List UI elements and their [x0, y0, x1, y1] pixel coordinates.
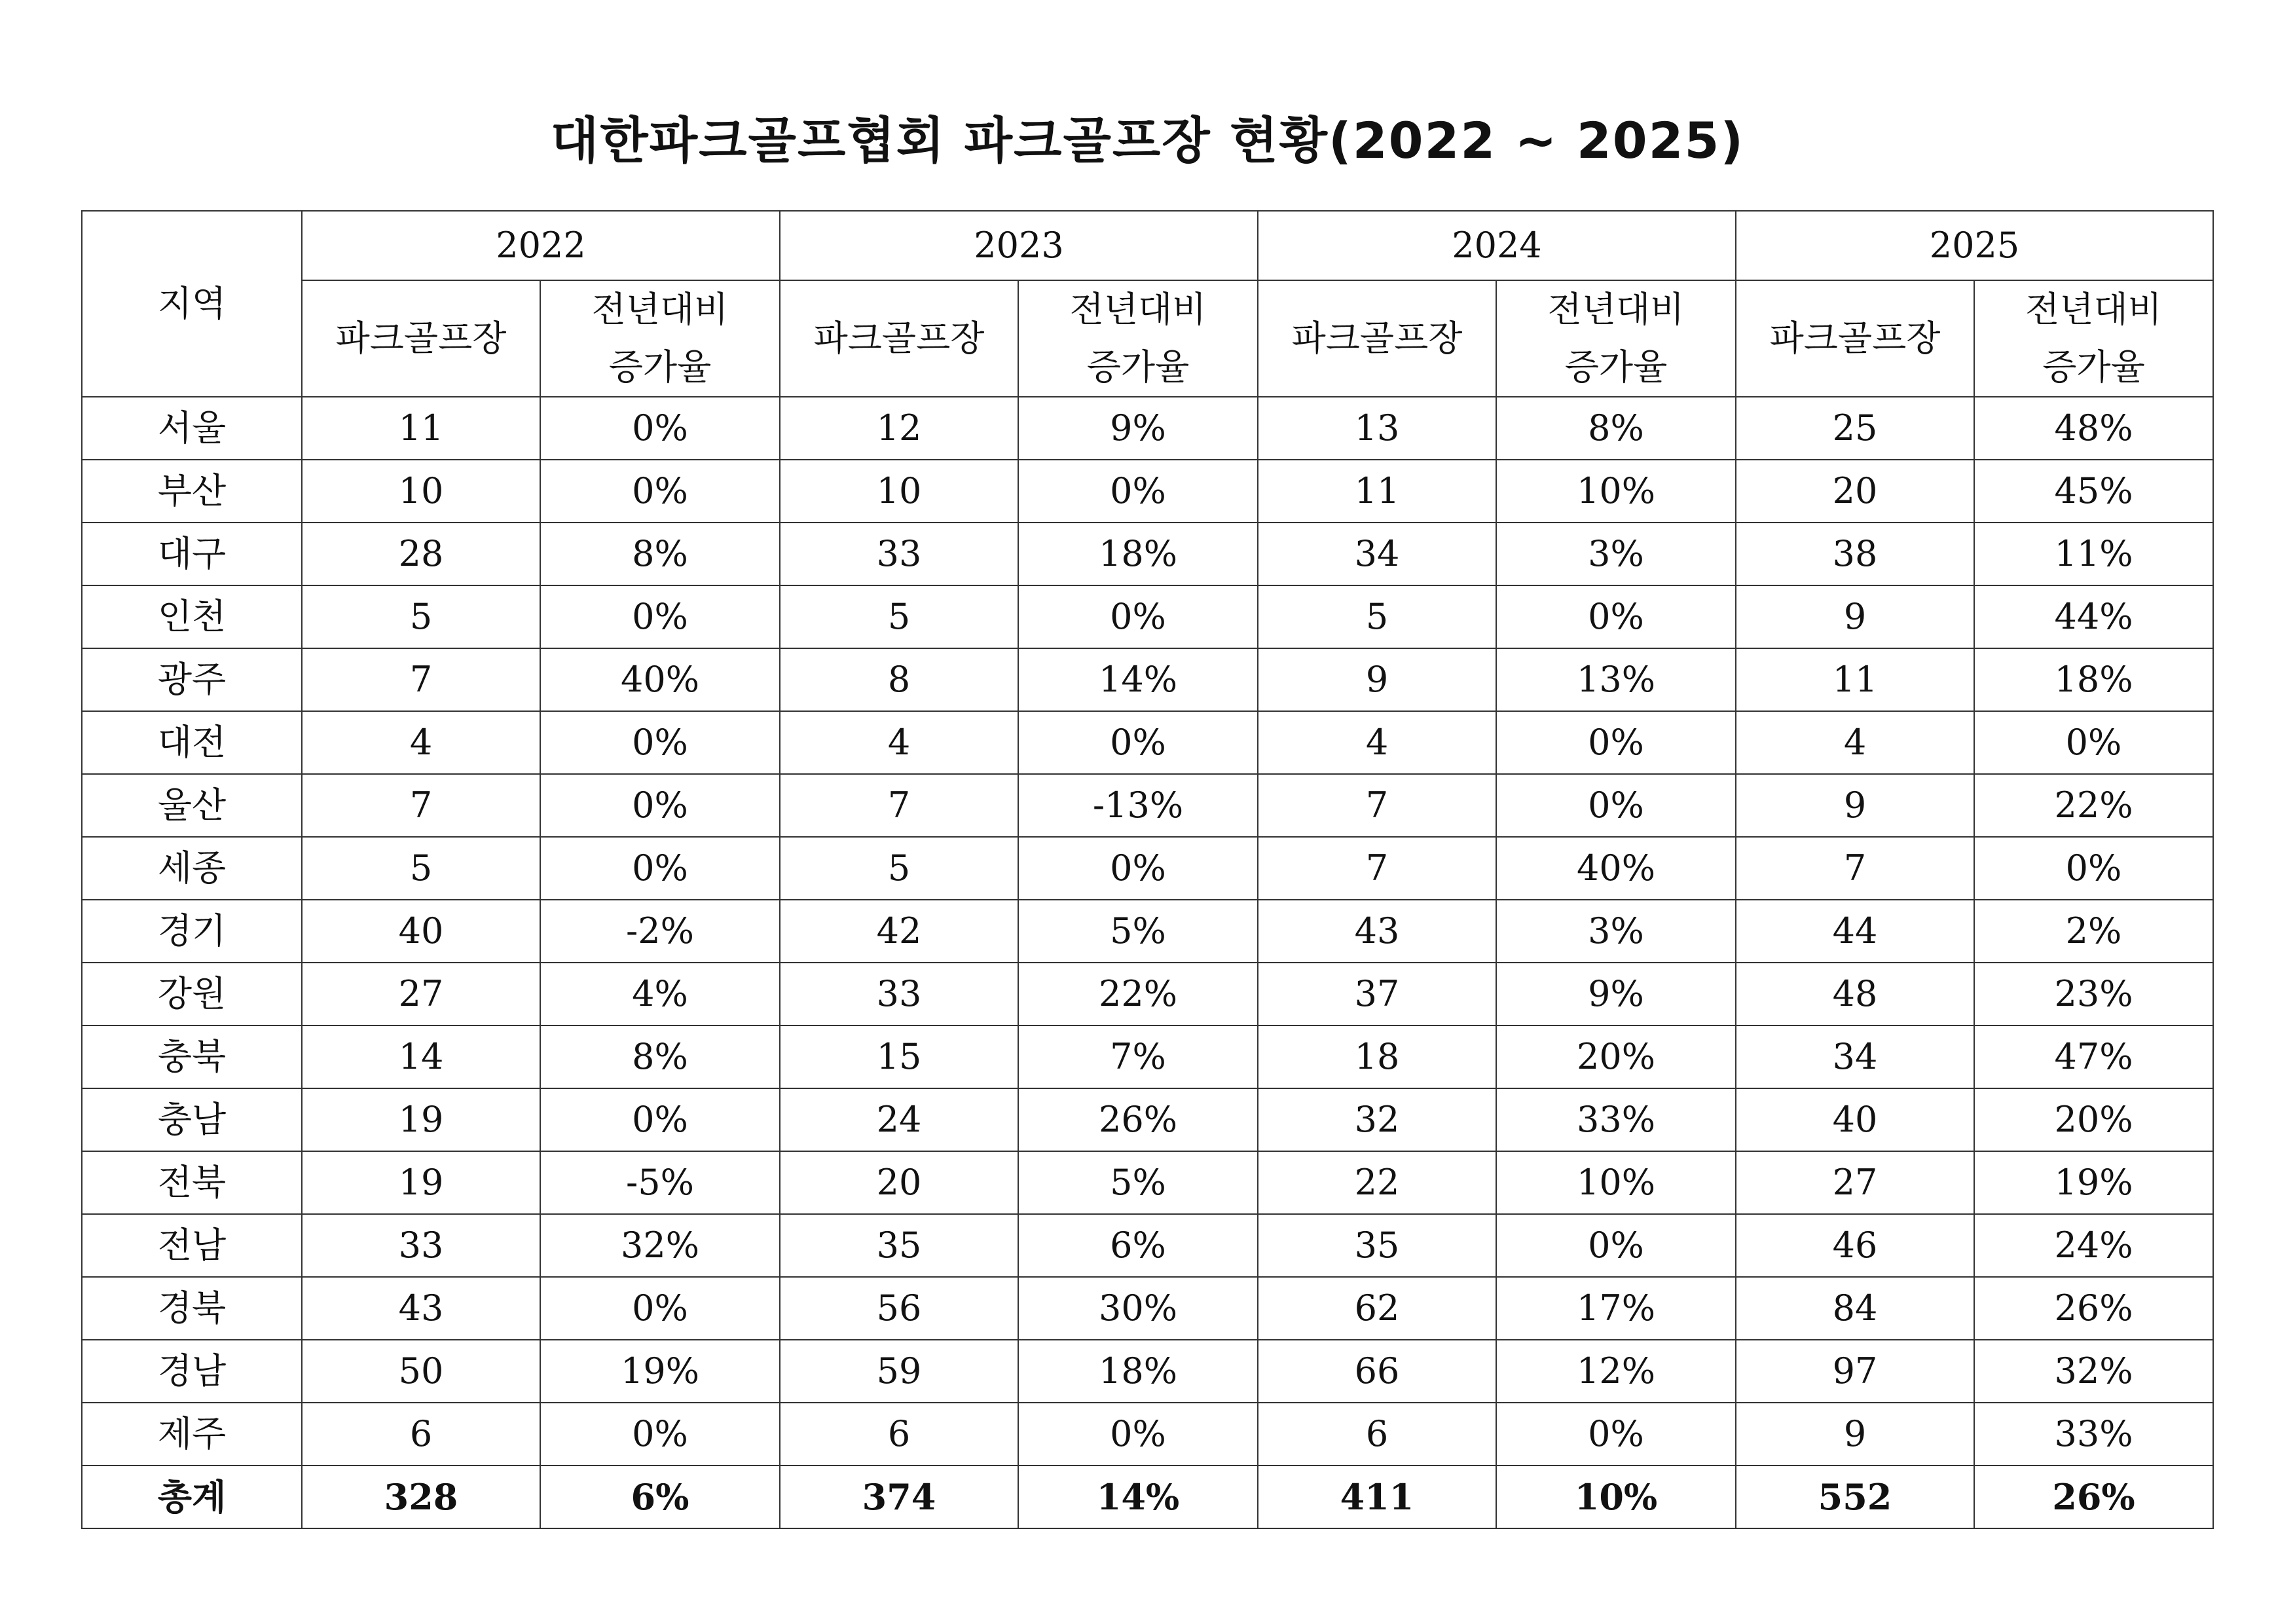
rate-cell: 0% — [540, 585, 780, 648]
count-cell: 9 — [1736, 585, 1974, 648]
count-cell: 7 — [1258, 837, 1496, 900]
count-cell: 6 — [1258, 1403, 1496, 1466]
rate-cell: 47% — [1974, 1025, 2213, 1088]
count-cell: 6 — [780, 1403, 1018, 1466]
rate-cell: 11% — [1974, 523, 2213, 585]
count-cell: 9 — [1736, 774, 1974, 837]
count-cell: 11 — [1258, 460, 1496, 523]
rate-cell: 33% — [1496, 1088, 1736, 1151]
region-cell: 대전 — [82, 711, 302, 774]
count-header: 파크골프장 — [302, 280, 540, 397]
rate-cell: 30% — [1018, 1277, 1258, 1340]
region-cell: 전남 — [82, 1214, 302, 1277]
count-cell: 27 — [302, 963, 540, 1025]
year-header-2024: 2024 — [1258, 211, 1736, 280]
rate-cell: 20% — [1496, 1025, 1736, 1088]
region-cell: 총계 — [82, 1466, 302, 1528]
count-cell: 7 — [1258, 774, 1496, 837]
count-cell: 97 — [1736, 1340, 1974, 1403]
count-cell: 11 — [1736, 648, 1974, 711]
rate-cell: 8% — [1496, 397, 1736, 460]
count-cell: 7 — [780, 774, 1018, 837]
rate-cell: 32% — [1974, 1340, 2213, 1403]
rate-cell: -13% — [1018, 774, 1258, 837]
rate-cell: 20% — [1974, 1088, 2213, 1151]
rate-cell: 0% — [540, 397, 780, 460]
rate-header — [1496, 280, 1736, 397]
region-cell: 충북 — [82, 1025, 302, 1088]
count-header: 파크골프장 — [1736, 280, 1974, 397]
count-cell: 19 — [302, 1151, 540, 1214]
rate-cell: 0% — [540, 774, 780, 837]
region-cell: 강원 — [82, 963, 302, 1025]
rate-cell: 18% — [1018, 1340, 1258, 1403]
rate-cell: 5% — [1018, 1151, 1258, 1214]
count-cell: 10 — [780, 460, 1018, 523]
count-cell: 9 — [1258, 648, 1496, 711]
region-header: 지역 — [82, 211, 302, 397]
table-row — [82, 1340, 2213, 1403]
count-cell: 4 — [1258, 711, 1496, 774]
table-row — [82, 1214, 2213, 1277]
park-golf-table — [81, 210, 2214, 1529]
count-cell: 411 — [1258, 1466, 1496, 1528]
rate-cell: 8% — [540, 523, 780, 585]
count-cell: 35 — [1258, 1214, 1496, 1277]
count-cell: 37 — [1258, 963, 1496, 1025]
rate-cell: 0% — [1018, 585, 1258, 648]
rate-cell: 10% — [1496, 460, 1736, 523]
rate-cell: 8% — [540, 1025, 780, 1088]
count-cell: 32 — [1258, 1088, 1496, 1151]
rate-cell: 0% — [1496, 1403, 1736, 1466]
table-row — [82, 523, 2213, 585]
rate-cell: 0% — [1018, 460, 1258, 523]
rate-cell: 7% — [1018, 1025, 1258, 1088]
count-cell: 5 — [302, 837, 540, 900]
count-cell: 43 — [302, 1277, 540, 1340]
rate-cell: 14% — [1018, 1466, 1258, 1528]
table-row — [82, 460, 2213, 523]
region-cell: 제주 — [82, 1403, 302, 1466]
table-row — [82, 774, 2213, 837]
rate-cell: 0% — [1974, 711, 2213, 774]
table-row — [82, 1025, 2213, 1088]
region-cell: 서울 — [82, 397, 302, 460]
count-cell: 5 — [1258, 585, 1496, 648]
rate-cell: 0% — [540, 1277, 780, 1340]
rate-cell: 44% — [1974, 585, 2213, 648]
count-cell: 50 — [302, 1340, 540, 1403]
rate-cell: 0% — [1496, 774, 1736, 837]
count-cell: 40 — [302, 900, 540, 963]
rate-cell: 0% — [540, 460, 780, 523]
rate-cell: 14% — [1018, 648, 1258, 711]
rate-header-line1: 전년대비 — [2025, 289, 2162, 330]
region-cell: 대구 — [82, 523, 302, 585]
count-cell: 19 — [302, 1088, 540, 1151]
rate-cell: 19% — [1974, 1151, 2213, 1214]
rate-cell: 0% — [1018, 1403, 1258, 1466]
rate-cell: 3% — [1496, 523, 1736, 585]
year-header-2022: 2022 — [302, 211, 780, 280]
rate-header-line1: 전년대비 — [1069, 289, 1207, 330]
count-cell: 5 — [780, 585, 1018, 648]
rate-cell: 18% — [1974, 648, 2213, 711]
table-row — [82, 837, 2213, 900]
rate-cell: 2% — [1974, 900, 2213, 963]
rate-cell: 0% — [540, 1403, 780, 1466]
rate-cell: 26% — [1974, 1277, 2213, 1340]
year-header-2025: 2025 — [1736, 211, 2213, 280]
rate-header-line2: 증가율 — [2042, 346, 2145, 388]
count-cell: 40 — [1736, 1088, 1974, 1151]
rate-cell: 12% — [1496, 1340, 1736, 1403]
rate-cell: 0% — [1496, 711, 1736, 774]
page-title: 대한파크골프협회 파크골프장 현황(2022 ~ 2025) — [550, 111, 1745, 170]
count-cell: 34 — [1736, 1025, 1974, 1088]
count-cell: 4 — [780, 711, 1018, 774]
rate-cell: 9% — [1018, 397, 1258, 460]
rate-cell: 6% — [540, 1466, 780, 1528]
rate-cell: 40% — [540, 648, 780, 711]
table-row — [82, 1151, 2213, 1214]
rate-cell: 5% — [1018, 900, 1258, 963]
count-cell: 9 — [1736, 1403, 1974, 1466]
count-cell: 5 — [780, 837, 1018, 900]
rate-cell: 33% — [1974, 1403, 2213, 1466]
count-cell: 62 — [1258, 1277, 1496, 1340]
count-header: 파크골프장 — [1258, 280, 1496, 397]
table-row — [82, 1088, 2213, 1151]
total-row — [82, 1466, 2213, 1528]
count-cell: 38 — [1736, 523, 1974, 585]
table-row — [82, 963, 2213, 1025]
table-row — [82, 900, 2213, 963]
count-cell: 20 — [780, 1151, 1018, 1214]
rate-cell: 10% — [1496, 1466, 1736, 1528]
rate-cell: 19% — [540, 1340, 780, 1403]
rate-cell: 17% — [1496, 1277, 1736, 1340]
count-cell: 7 — [1736, 837, 1974, 900]
region-cell: 세종 — [82, 837, 302, 900]
rate-header-line2: 증가율 — [608, 346, 712, 388]
table-row — [82, 711, 2213, 774]
count-cell: 4 — [1736, 711, 1974, 774]
count-cell: 27 — [1736, 1151, 1974, 1214]
rate-cell: -5% — [540, 1151, 780, 1214]
count-cell: 43 — [1258, 900, 1496, 963]
table-row — [82, 1403, 2213, 1466]
count-cell: 42 — [780, 900, 1018, 963]
rate-cell: 0% — [540, 1088, 780, 1151]
rate-cell: 13% — [1496, 648, 1736, 711]
rate-header-line2: 증가율 — [1086, 346, 1190, 388]
count-cell: 8 — [780, 648, 1018, 711]
region-cell: 전북 — [82, 1151, 302, 1214]
rate-cell: 45% — [1974, 460, 2213, 523]
rate-cell: 0% — [1018, 711, 1258, 774]
rate-cell: 40% — [1496, 837, 1736, 900]
rate-cell: 22% — [1974, 774, 2213, 837]
count-cell: 48 — [1736, 963, 1974, 1025]
region-cell: 울산 — [82, 774, 302, 837]
count-cell: 7 — [302, 648, 540, 711]
rate-header — [1974, 280, 2213, 397]
count-cell: 552 — [1736, 1466, 1974, 1528]
region-cell: 부산 — [82, 460, 302, 523]
rate-cell: 24% — [1974, 1214, 2213, 1277]
count-cell: 44 — [1736, 900, 1974, 963]
table-row — [82, 397, 2213, 460]
rate-cell: 22% — [1018, 963, 1258, 1025]
count-cell: 374 — [780, 1466, 1018, 1528]
region-cell: 경북 — [82, 1277, 302, 1340]
count-cell: 328 — [302, 1466, 540, 1528]
rate-cell: 6% — [1018, 1214, 1258, 1277]
count-cell: 33 — [780, 523, 1018, 585]
count-cell: 22 — [1258, 1151, 1496, 1214]
count-cell: 24 — [780, 1088, 1018, 1151]
rate-cell: 9% — [1496, 963, 1736, 1025]
count-cell: 28 — [302, 523, 540, 585]
count-cell: 20 — [1736, 460, 1974, 523]
count-cell: 66 — [1258, 1340, 1496, 1403]
rate-cell: 0% — [1018, 837, 1258, 900]
count-cell: 14 — [302, 1025, 540, 1088]
rate-cell: 0% — [1496, 585, 1736, 648]
rate-header-line1: 전년대비 — [591, 289, 729, 330]
rate-cell: 48% — [1974, 397, 2213, 460]
count-cell: 18 — [1258, 1025, 1496, 1088]
count-cell: 4 — [302, 711, 540, 774]
count-cell: 7 — [302, 774, 540, 837]
year-header-2023: 2023 — [780, 211, 1258, 280]
rate-cell: 26% — [1018, 1088, 1258, 1151]
rate-cell: 4% — [540, 963, 780, 1025]
count-cell: 25 — [1736, 397, 1974, 460]
rate-cell: 0% — [540, 711, 780, 774]
count-cell: 59 — [780, 1340, 1018, 1403]
count-cell: 46 — [1736, 1214, 1974, 1277]
count-cell: 35 — [780, 1214, 1018, 1277]
count-header: 파크골프장 — [780, 280, 1018, 397]
rate-cell: 10% — [1496, 1151, 1736, 1214]
count-cell: 56 — [780, 1277, 1018, 1340]
count-cell: 15 — [780, 1025, 1018, 1088]
region-cell: 충남 — [82, 1088, 302, 1151]
rate-cell: 3% — [1496, 900, 1736, 963]
rate-cell: 23% — [1974, 963, 2213, 1025]
count-cell: 10 — [302, 460, 540, 523]
table-row — [82, 585, 2213, 648]
count-cell: 5 — [302, 585, 540, 648]
count-cell: 6 — [302, 1403, 540, 1466]
region-cell: 경남 — [82, 1340, 302, 1403]
count-cell: 11 — [302, 397, 540, 460]
count-cell: 13 — [1258, 397, 1496, 460]
rate-cell: 18% — [1018, 523, 1258, 585]
count-cell: 33 — [780, 963, 1018, 1025]
count-cell: 84 — [1736, 1277, 1974, 1340]
count-cell: 34 — [1258, 523, 1496, 585]
rate-cell: 0% — [540, 837, 780, 900]
table-row — [82, 1277, 2213, 1340]
count-cell: 33 — [302, 1214, 540, 1277]
rate-cell: 0% — [1496, 1214, 1736, 1277]
region-cell: 경기 — [82, 900, 302, 963]
rate-cell: 0% — [1974, 837, 2213, 900]
rate-header-line1: 전년대비 — [1547, 289, 1685, 330]
rate-header-line2: 증가율 — [1564, 346, 1668, 388]
rate-header — [1018, 280, 1258, 397]
table-row — [82, 648, 2213, 711]
count-cell: 12 — [780, 397, 1018, 460]
rate-header — [540, 280, 780, 397]
rate-cell: 26% — [1974, 1466, 2213, 1528]
region-cell: 인천 — [82, 585, 302, 648]
rate-cell: -2% — [540, 900, 780, 963]
rate-cell: 32% — [540, 1214, 780, 1277]
region-cell: 광주 — [82, 648, 302, 711]
